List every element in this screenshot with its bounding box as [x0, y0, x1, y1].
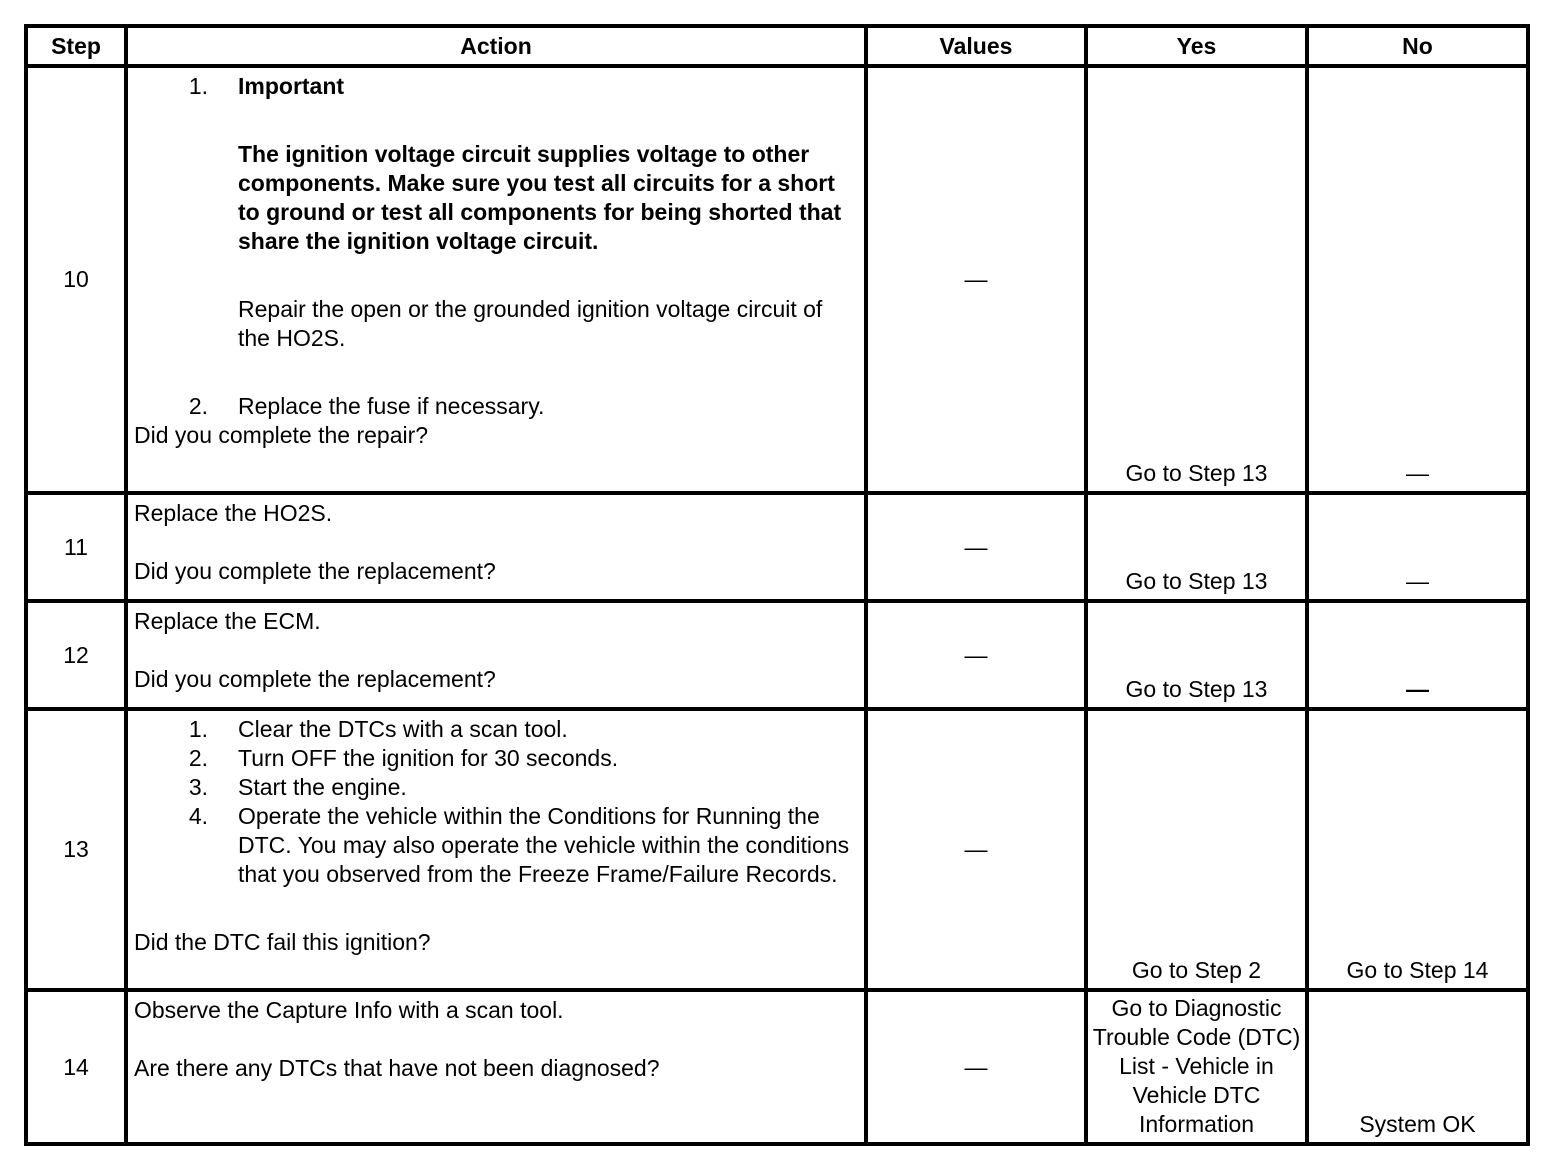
list-item [134, 802, 858, 889]
table-row [26, 709, 1528, 990]
header-action: Action [126, 26, 866, 66]
table-row [26, 493, 1528, 601]
action-text: Replace the ECM. [134, 608, 321, 634]
values-cell: — [866, 493, 1086, 601]
step-number: 13 [26, 709, 126, 990]
step-number: 11 [26, 493, 126, 601]
header-yes: Yes [1086, 26, 1307, 66]
no-cell: Go to Step 14 [1307, 709, 1528, 990]
values-cell: — [866, 990, 1086, 1144]
item-number: 3. [188, 774, 208, 800]
action-text: Repair the open or the grounded ignition voltage circuit of the HO2S. [238, 296, 823, 351]
step-number: 12 [26, 601, 126, 709]
step-number: 10 [26, 66, 126, 493]
list-item [134, 744, 858, 773]
list-item [134, 392, 858, 421]
action-text: Start the engine. [238, 774, 407, 800]
table-row [26, 601, 1528, 709]
table-row [26, 990, 1528, 1144]
header-row [26, 26, 1528, 66]
yes-cell: Go to Diagnostic Trouble Code (DTC) List - Vehicle in Vehicle DTC Information [1086, 990, 1307, 1144]
important-label: Important [238, 73, 345, 99]
action-cell [126, 493, 866, 601]
action-text: Operate the vehicle within the Conditions for Running the DTC. You may also operate the vehicle within the conditions that you observed from the Freeze Frame/Failure Records. [238, 803, 850, 887]
diagnostic-steps-table [24, 24, 1530, 1146]
no-cell: — [1307, 66, 1528, 493]
header-no: No [1307, 26, 1528, 66]
yes-cell: Go to Step 2 [1086, 709, 1307, 990]
item-number: 1. [188, 716, 208, 742]
yes-cell: Go to Step 13 [1086, 66, 1307, 493]
yes-cell: Go to Step 13 [1086, 601, 1307, 709]
item-number: 1. [188, 73, 208, 99]
values-cell: — [866, 601, 1086, 709]
yes-cell: Go to Step 13 [1086, 493, 1307, 601]
item-number: 4. [188, 803, 208, 829]
values-cell: — [866, 66, 1086, 493]
item-number: 2. [188, 745, 208, 771]
list-item [134, 773, 858, 802]
action-question: Are there any DTCs that have not been diagnosed? [134, 1055, 660, 1081]
action-question: Did you complete the replacement? [134, 666, 496, 692]
action-text: Replace the fuse if necessary. [238, 393, 545, 419]
no-cell: — [1307, 601, 1528, 709]
action-cell [126, 601, 866, 709]
action-text: Replace the HO2S. [134, 500, 333, 526]
action-text: Clear the DTCs with a scan tool. [238, 716, 568, 742]
action-text: Turn OFF the ignition for 30 seconds. [238, 745, 619, 771]
action-cell [126, 990, 866, 1144]
header-values: Values [866, 26, 1086, 66]
action-question: Did you complete the repair? [134, 422, 429, 448]
action-cell [126, 709, 866, 990]
item-number: 2. [188, 393, 208, 419]
action-question: Did the DTC fail this ignition? [134, 929, 431, 955]
action-cell [126, 66, 866, 493]
no-cell: System OK [1307, 990, 1528, 1144]
values-cell: — [866, 709, 1086, 990]
action-text: Observe the Capture Info with a scan tool. [134, 997, 564, 1023]
list-item [134, 72, 858, 392]
no-cell: — [1307, 493, 1528, 601]
action-question: Did you complete the replacement? [134, 558, 496, 584]
header-step: Step [26, 26, 126, 66]
important-note: The ignition voltage circuit supplies voltage to other components. Make sure you test all circuits for a short to ground or test all components for being shorted that share the ignition voltage circuit. [238, 141, 842, 254]
list-item [134, 715, 858, 744]
step-number: 14 [26, 990, 126, 1144]
table-row [26, 66, 1528, 493]
